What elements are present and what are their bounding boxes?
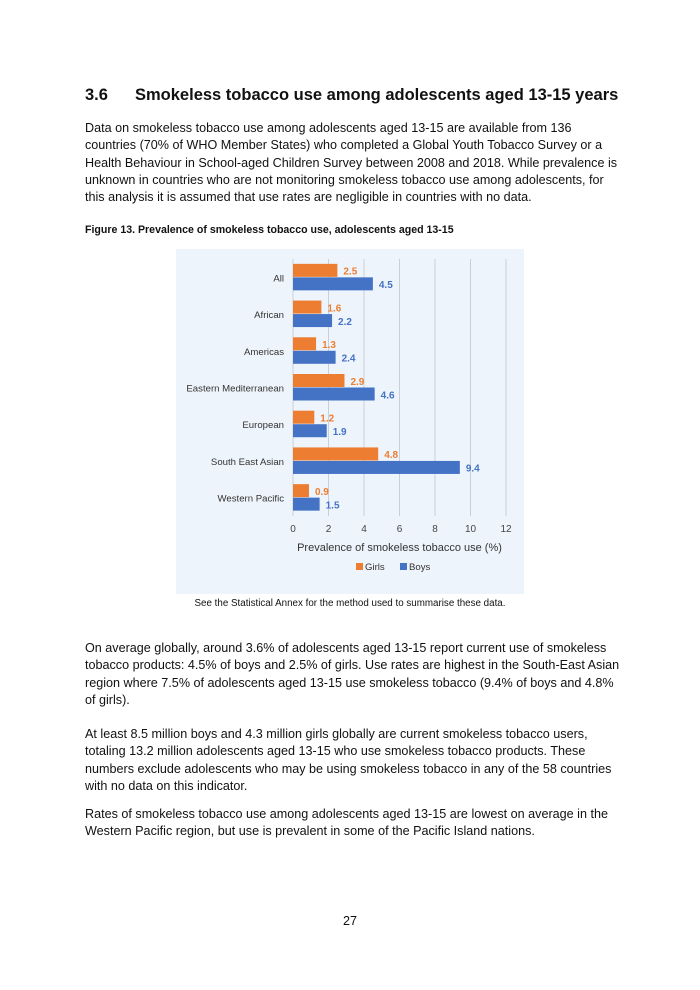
data-label-girls-western-pacific: 0.9 xyxy=(314,486,329,498)
data-label-girls-eastern-mediterranean: 2.9 xyxy=(350,376,365,388)
section-heading xyxy=(85,86,645,105)
x-tick-label-0: 0 xyxy=(290,524,296,535)
data-label-girls-african: 1.6 xyxy=(327,303,342,315)
data-label-girls-all: 2.5 xyxy=(343,266,358,278)
data-label-boys-eastern-mediterranean: 4.6 xyxy=(380,390,395,402)
data-label-boys-western-pacific: 1.5 xyxy=(325,500,340,512)
intro-paragraph: Data on smokeless tobacco use among adolescents aged 13-15 are available from 136 countries (70% of WHO Member States) who completed a Global Youth Tobacco Survey or a Health Behaviour in School-aged Children Survey between 2008 and 2018. While prevalence is unknown in countries who are not monitoring smokeless tobacco use among adolescents, for this analysis it is assumed that use rates are negligible in countries with no data. xyxy=(85,121,618,205)
paragraph-global-average: On average globally, around 3.6% of adolescents aged 13-15 report current use of smokeless tobacco products: 4.5% of boys and 2.5% of girls. Use rates are highest in the South-East Asian region where 7.5% of adolescents aged 13-15 use smokeless tobacco (9.4% of boys and 4.8% of girls). xyxy=(85,641,620,707)
data-label-boys-all: 4.5 xyxy=(378,280,393,292)
x-tick-label-4: 4 xyxy=(361,524,367,535)
x-tick-label-10: 10 xyxy=(464,524,477,535)
section-number: 3.6 xyxy=(85,86,108,104)
data-label-girls-americas: 1.3 xyxy=(322,340,336,352)
bar-chart xyxy=(176,249,524,594)
category-label-african: African xyxy=(254,310,284,322)
bar-boys-south-east-asian xyxy=(293,461,460,474)
category-label-americas: Americas xyxy=(244,346,284,358)
bar-girls-all xyxy=(293,264,337,277)
category-label-all: All xyxy=(273,273,284,285)
bar-boys-americas xyxy=(293,351,336,364)
bar-girls-south-east-asian xyxy=(293,447,378,460)
x-tick-label-8: 8 xyxy=(432,524,438,535)
legend-swatch-girls xyxy=(356,563,363,570)
bar-boys-eastern-mediterranean xyxy=(293,388,375,401)
data-label-girls-european: 1.2 xyxy=(320,413,335,425)
category-label-eastern-mediterranean: Eastern Mediterranean xyxy=(186,383,284,395)
page-number: 27 xyxy=(342,914,357,928)
bar-boys-european xyxy=(293,424,327,437)
bar-girls-european xyxy=(293,411,314,424)
bar-girls-western-pacific xyxy=(293,484,309,497)
paragraph-western-pacific: Rates of smokeless tobacco use among adolescents aged 13-15 are lowest on average in the Western Pacific region, but use is prevalent in some of the Pacific Island nations. xyxy=(85,807,608,839)
figure-caption: Figure 13. Prevalence of smokeless tobacco use, adolescents aged 13-15 xyxy=(85,224,454,236)
legend-swatch-boys xyxy=(400,563,407,570)
data-label-boys-americas: 2.4 xyxy=(341,353,356,365)
bar-girls-americas xyxy=(293,337,316,350)
section-title: Smokeless tobacco use among adolescents aged 13-15 years xyxy=(135,86,619,104)
x-tick-label-12: 12 xyxy=(500,524,512,535)
data-label-boys-african: 2.2 xyxy=(338,316,352,328)
legend-label-girls: Girls xyxy=(365,562,385,573)
data-label-boys-south-east-asian: 9.4 xyxy=(465,463,480,475)
bar-boys-all xyxy=(293,277,373,290)
bar-boys-african xyxy=(293,314,332,327)
category-label-western-pacific: Western Pacific xyxy=(217,493,284,505)
x-axis-title: Prevalence of smokeless tobacco use (%) xyxy=(297,542,502,554)
data-label-girls-south-east-asian: 4.8 xyxy=(384,450,399,462)
data-label-boys-european: 1.9 xyxy=(332,426,347,438)
category-label-south-east-asian: South East Asian xyxy=(210,456,284,468)
legend-label-boys: Boys xyxy=(409,562,431,573)
x-tick-label-6: 6 xyxy=(396,524,403,535)
paragraph-user-counts: At least 8.5 million boys and 4.3 million girls globally are current smokeless tobacco users, totaling 13.2 million adolescents aged 13-15 who use smokeless tobacco products. These numbers exclude adolescents who may be using smokeless tobacco in any of the 58 countries with no data on this indicator. xyxy=(85,727,612,793)
bar-girls-eastern-mediterranean xyxy=(293,374,344,387)
x-tick-label-2: 2 xyxy=(325,524,332,535)
figure-note: See the Statistical Annex for the method used to summarise these data. xyxy=(194,598,506,609)
bar-girls-african xyxy=(293,301,321,314)
category-label-european: European xyxy=(242,420,284,432)
figure-chart xyxy=(176,249,524,594)
bar-boys-western-pacific xyxy=(293,498,320,511)
